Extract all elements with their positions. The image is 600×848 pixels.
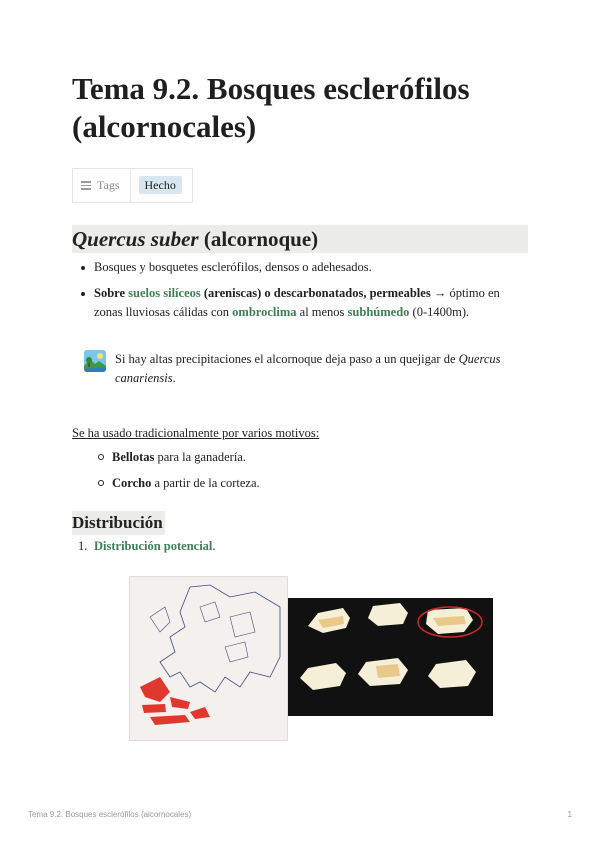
text-bold: Bellotas bbox=[112, 450, 155, 464]
list-item-text: a partir de la corteza. bbox=[151, 476, 260, 490]
list-number: 1. bbox=[78, 539, 88, 553]
list-item-text: . bbox=[212, 539, 216, 553]
callout-text-end: . bbox=[172, 371, 176, 385]
list-item bbox=[96, 474, 260, 493]
page-number: 1 bbox=[567, 810, 572, 819]
list-item-text: al menos bbox=[296, 305, 348, 319]
tag-hecho[interactable]: Hecho bbox=[139, 176, 182, 194]
distribution-figure bbox=[129, 576, 493, 739]
list-item-text: para la ganadería. bbox=[154, 450, 246, 464]
callout-species: Quercus canariensis bbox=[115, 352, 501, 385]
page-title: Tema 9.2. Bosques esclerófilos (alcornocales) bbox=[72, 71, 470, 144]
section-heading bbox=[72, 225, 528, 253]
andalucia-maps-image bbox=[288, 598, 493, 716]
link-subhumedo[interactable]: subhúmedo bbox=[347, 305, 410, 319]
list-item bbox=[96, 448, 260, 467]
list-item-text: (0-1400m). bbox=[409, 305, 470, 319]
numbered-list bbox=[78, 539, 216, 554]
callout-text bbox=[115, 350, 514, 388]
motives-list bbox=[96, 448, 260, 500]
page-footer bbox=[28, 810, 572, 819]
link-suelos-siliceos[interactable]: suelos silíceos bbox=[128, 286, 201, 300]
section-heading-italic: Quercus suber bbox=[72, 227, 199, 251]
europe-map-image bbox=[129, 576, 288, 741]
text-bold: Sobre bbox=[94, 286, 129, 300]
list-item bbox=[78, 284, 530, 322]
list-item bbox=[78, 258, 530, 277]
distribution-heading: Distribución bbox=[72, 511, 165, 535]
callout-text-main: Si hay altas precipitaciones el alcornoque deja paso a un quejigar de bbox=[115, 352, 459, 366]
tags-property bbox=[73, 169, 131, 202]
tags-label: Tags bbox=[97, 178, 120, 192]
section-heading-rest: (alcornoque) bbox=[198, 227, 319, 251]
callout bbox=[84, 350, 514, 388]
list-icon bbox=[81, 179, 91, 192]
properties-row bbox=[72, 168, 193, 203]
text-bold: (areniscas) o descarbonatados, permeables bbox=[200, 286, 431, 300]
footer-title: Tema 9.2. Bosques esclerófilos (alcornocales) bbox=[28, 810, 192, 819]
link-ombroclima[interactable]: ombroclima bbox=[232, 305, 297, 319]
tags-value[interactable] bbox=[131, 178, 192, 193]
list-item-text: Bosques y bosquetes esclerófilos, densos o adehesados. bbox=[94, 260, 372, 274]
link-distribucion-potencial[interactable]: Distribución potencial bbox=[94, 539, 213, 553]
landscape-icon bbox=[84, 350, 106, 372]
motives-label: Se ha usado tradicionalmente por varios motivos: bbox=[72, 426, 320, 440]
bullet-list bbox=[78, 258, 530, 329]
list-item-text: → óptimo en zonas lluviosas cálidas con bbox=[94, 286, 500, 319]
text-bold: Corcho bbox=[112, 476, 152, 490]
